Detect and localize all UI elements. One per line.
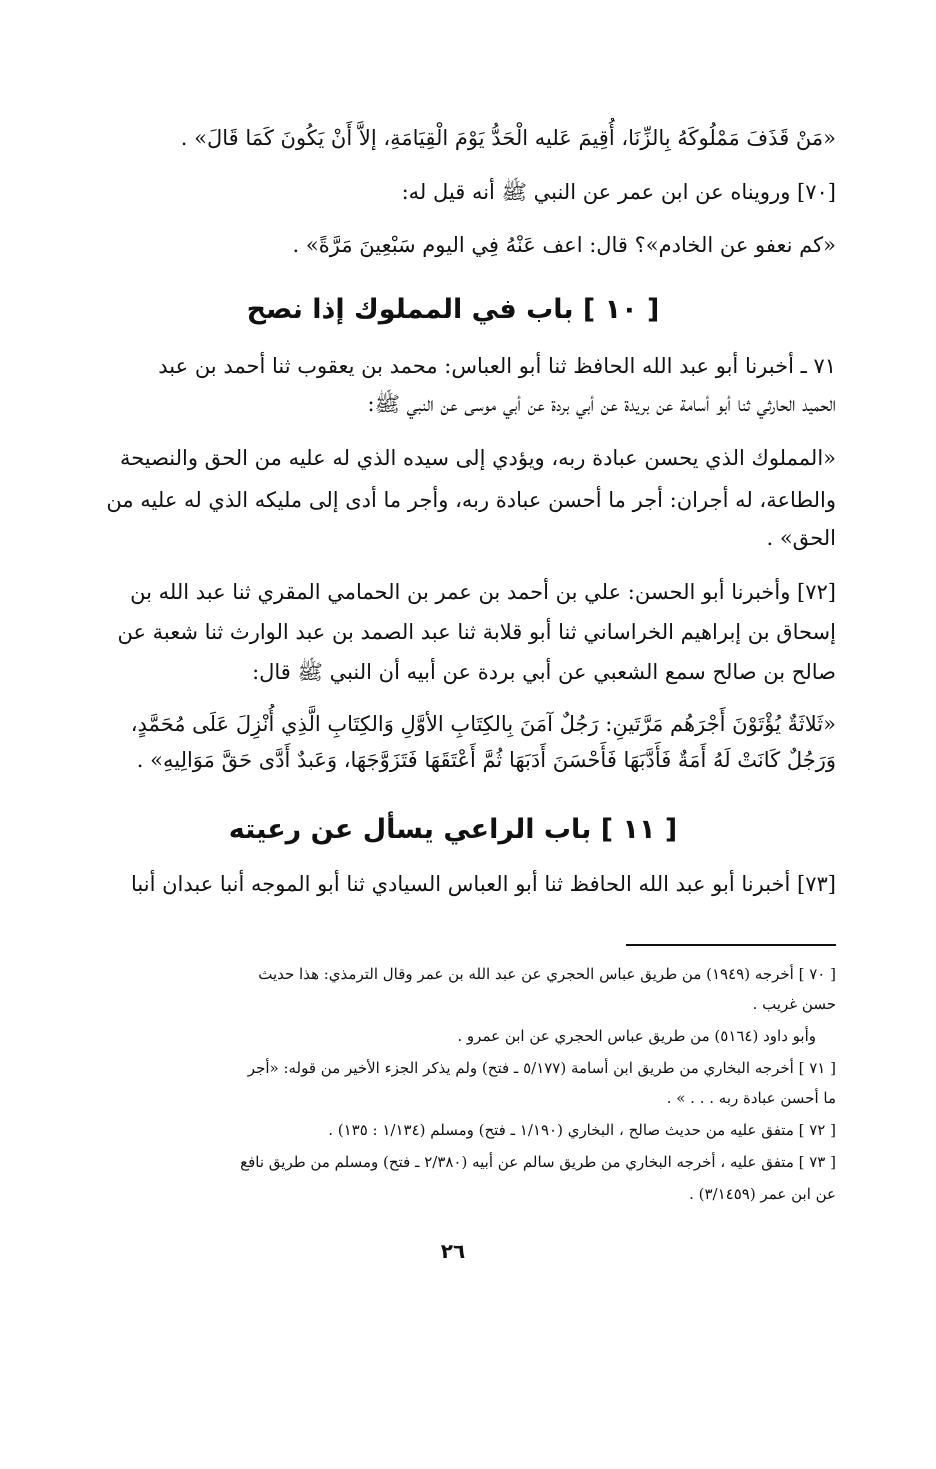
footnote-line: [ ٧٣ ] متفق عليه ، أخرجه البخاري من طريق سالم عن أبيه (٢/٣٨٠ ـ فتح) ومسلم من طريق نافع [240, 1153, 836, 1171]
book-page [70, 0, 836, 1469]
isnad-line: ٧١ ـ أخبرنا أبو عبد الله الحافظ ثنا أبو العباس: محمد بن يعقوب ثنا أحمد بن عبد [158, 354, 836, 378]
footnote-line: وأبو داود (٥١٦٤) من طريق عباس الحجري عن ابن عمرو . [457, 1027, 816, 1045]
footnote-line: [ ٧٢ ] متفق عليه من حديث صالح ، البخاري (١/١٩٠ ـ فتح) ومسلم (١/١٣٤ : ١٣٥) . [328, 1121, 836, 1139]
hadith-quote-line: الحق» . [766, 526, 836, 550]
hadith-quote-line: «مَنْ قَذَفَ مَمْلُوكَهُ بِالزِّنَا، أُقِيمَ عَليه الْحَدُّ يَوْمَ الْقِيَامَةِ، إلاَّ أَنْ يَكُونَ كَمَا قَالَ» . [180, 126, 836, 150]
isnad-line: إسحاق بن إبراهيم الخراساني ثنا أبو قلابة ثنا عبد الصمد بن عبد الوارث ثنا شعبة عن [117, 620, 836, 644]
hadith-quote-line: «المملوك الذي يحسن عبادة ربه، ويؤدي إلى سيده الذي له عليه من الحق والنصيحة [119, 446, 836, 470]
isnad-line: الحميد الحارثي ثنا أبو أسامة عن بريدة عن أبي بردة عن أبي موسى عن النبي ﷺ: [367, 392, 836, 416]
hadith-quote-line: «كم نعفو عن الخادم»؟ قال: اعف عَنْهُ فِي اليوم سَبْعِينَ مَرَّةً» . [292, 233, 836, 257]
chapter-heading: [ ١١ ] باب الراعي يسأل عن رعيته [228, 814, 678, 845]
footnote-divider [626, 944, 836, 946]
page-number: ٢٦ [440, 1239, 466, 1263]
hadith-quote-line: «ثَلاثَةٌ يُؤْتَوْنَ أَجْرَهُم مَرَّتَينِ: رَجُلٌ آمَنَ بِالكِتَابِ الأوَّلِ وَالكِتَابِ الَّذِي أُنْزِلَ عَلَى مُحَمَّدٍ، [130, 712, 836, 736]
footnote-line: ما أحسن عبادة ربه . . . » . [666, 1089, 836, 1107]
footnote-line: [ ٧١ ] أخرجه البخاري من طريق ابن أسامة (٥/١٧٧ ـ فتح) ولم يذكر الجزء الأخير من قوله: «أجر [247, 1059, 836, 1077]
isnad-line: [٧٢] وأخبرنا أبو الحسن: علي بن أحمد بن عمر بن الحمامي المقري ثنا عبد الله بن [130, 580, 836, 604]
footnote-line: حسن غريب . [752, 995, 836, 1013]
isnad-line: [٧٣] أخبرنا أبو عبد الله الحافظ ثنا أبو العباس السيادي ثنا أبو الموجه أنبا عبدان أنبا [131, 872, 836, 896]
footnote-line: [ ٧٠ ] أخرجه (١٩٤٩) من طريق عباس الحجري عن عبد الله بن عمر وقال الترمذي: هذا حديث [258, 965, 836, 983]
isnad-line: صالح بن صالح سمع الشعبي عن أبي بردة عن أبيه أن النبي ﷺ قال: [252, 660, 836, 684]
narration-line: [٧٠] ورويناه عن ابن عمر عن النبي ﷺ أنه قيل له: [401, 180, 836, 204]
hadith-quote-line: والطاعة، له أجران: أجر ما أحسن عبادة ربه، وأجر ما أدى إلى مليكه الذي له عليه من [106, 488, 836, 512]
hadith-quote-line: وَرَجُلٌ كَانَتْ لَهُ أَمَةٌ فَأَدَّبَهَا فَأَحْسَنَ أَدَبَهَا ثُمَّ أَعْتَقَهَا فَتَزَوَّجَهَا، وَعَبدٌ أَدَّى حَقَّ مَوَالِيهِ» . [136, 748, 836, 772]
chapter-heading: [ ١٠ ] باب في المملوك إذا نصح [246, 294, 660, 325]
footnote-line: عن ابن عمر (٣/١٤٥٩) . [689, 1185, 836, 1203]
